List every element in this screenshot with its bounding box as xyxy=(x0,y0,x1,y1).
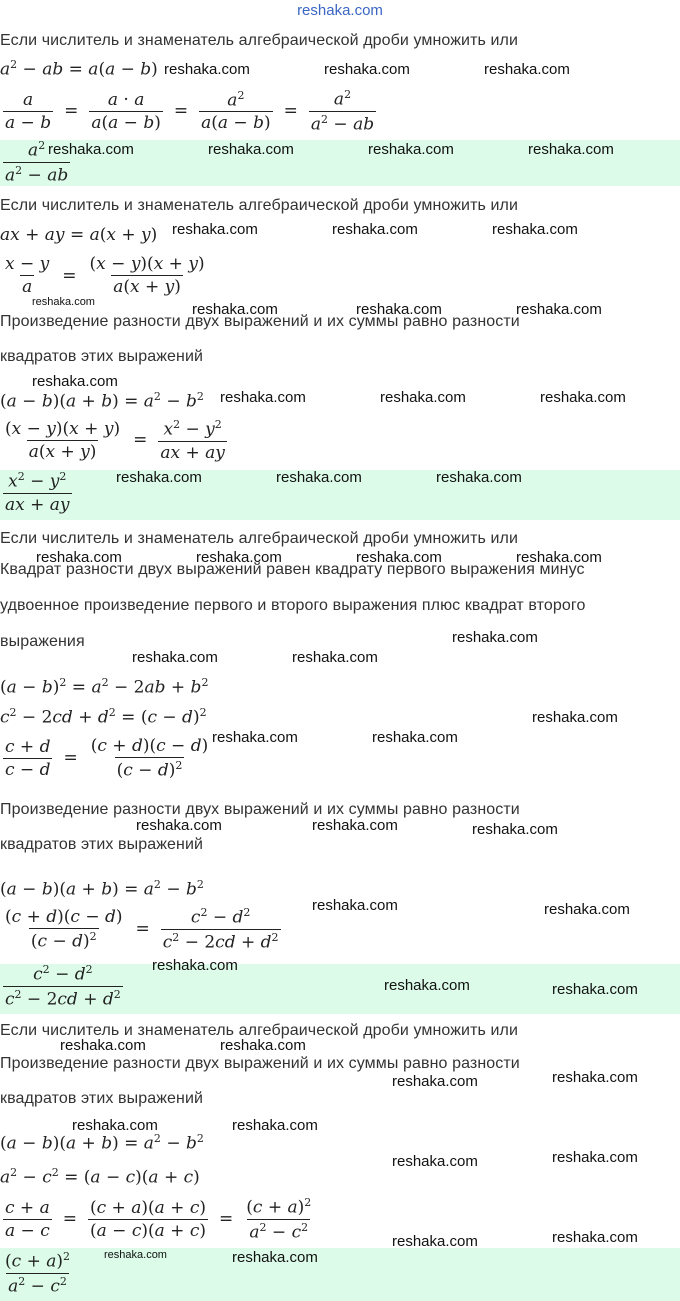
watermark: reshaka.com xyxy=(220,1037,306,1054)
watermark: reshaka.com xyxy=(32,296,95,308)
watermark: reshaka.com xyxy=(72,1117,158,1134)
formula-fraction-2: $\frac{x - y}{a}$ = $\frac{(x - y)(x + y)}{a(x + y)}$ xyxy=(5,254,205,297)
answer-4: $\frac{(c + a)^2}{a^2 - c^2}$ xyxy=(5,1250,71,1297)
watermark: reshaka.com xyxy=(324,61,410,78)
rule-text: Если числитель и знаменатель алгебраической дроби умножить или xyxy=(0,32,519,49)
formula-diff-squares: $(a - b)(a + b) = a^2 - b^2$ xyxy=(0,390,204,412)
rule-text: Произведение разности двух выражений и их суммы равно разности xyxy=(0,801,520,818)
watermark: reshaka.com xyxy=(516,549,602,566)
watermark: reshaka.com xyxy=(292,649,378,666)
watermark: reshaka.com xyxy=(516,301,602,318)
formula-diff-squares-ac: $a^2 - c^2 = (a - c)(a + c)$ xyxy=(0,1166,200,1188)
watermark: reshaka.com xyxy=(372,729,458,746)
watermark: reshaka.com xyxy=(220,389,306,406)
watermark: reshaka.com xyxy=(36,549,122,566)
watermark: reshaka.com xyxy=(528,141,614,158)
watermark: reshaka.com xyxy=(132,649,218,666)
watermark: reshaka.com xyxy=(164,61,250,78)
watermark: reshaka.com xyxy=(492,221,578,238)
watermark: reshaka.com xyxy=(32,373,118,390)
watermark: reshaka.com xyxy=(540,389,626,406)
formula-square-diff-cd: $c^2 - 2cd + d^2 = (c - d)^2$ xyxy=(0,706,207,728)
rule-text: Если числитель и знаменатель алгебраической дроби умножить или xyxy=(0,197,519,214)
formula-fraction-chain-1: $\frac{a}{a - b}$ = $\frac{a \cdot a}{a(a - b)}$ = $\frac{a^2}{a(a - b)}$ = $\frac{a^2}{a^2 - ab}$ xyxy=(5,88,375,135)
formula-diff-squares: $(a - b)(a + b) = a^2 - b^2$ xyxy=(0,1132,204,1154)
watermark: reshaka.com xyxy=(392,1233,478,1250)
watermark: reshaka.com xyxy=(552,1069,638,1086)
watermark: reshaka.com xyxy=(552,1229,638,1246)
watermark: reshaka.com xyxy=(544,901,630,918)
watermark: reshaka.com xyxy=(192,301,278,318)
watermark: reshaka.com xyxy=(136,817,222,834)
watermark: reshaka.com xyxy=(392,1073,478,1090)
answer-band-4 xyxy=(0,1248,680,1301)
watermark: reshaka.com xyxy=(172,221,258,238)
watermark: reshaka.com xyxy=(484,61,570,78)
formula-square-diff: $(a - b)^2 = a^2 - 2ab + b^2$ xyxy=(0,676,209,698)
watermark: reshaka.com xyxy=(356,549,442,566)
watermark: reshaka.com xyxy=(312,817,398,834)
formula-fraction-5: $\frac{(c + d)(c - d)}{(c - d)^2}$ = $\frac{c^2 - d^2}{c^2 - 2cd + d^2}$ xyxy=(5,906,279,953)
watermark: reshaka.com xyxy=(356,301,442,318)
rule-text: Если числитель и знаменатель алгебраической дроби умножить или xyxy=(0,1022,519,1039)
formula-fraction-3: $\frac{(x - y)(x + y)}{a(x + y)}$ = $\frac{x^2 - y^2}{ax + ay}$ xyxy=(5,418,225,463)
formula-factor-a-2: ax + ay = a(x + y) xyxy=(0,225,158,245)
formula-factor-a: $a^2$ − ab = a(a − b) xyxy=(0,58,158,80)
rule-text: удвоенное произведение первого и второго выражения плюс квадрат второго xyxy=(0,597,586,614)
watermark: reshaka.com xyxy=(384,977,470,994)
watermark: reshaka.com xyxy=(380,389,466,406)
watermark: reshaka.com xyxy=(152,957,238,974)
watermark: reshaka.com xyxy=(552,981,638,998)
formula-fraction-6: $\frac{c + a}{a - c}$ = $\frac{(c + a)(a + c)}{(a - c)(a + c)}$ = $\frac{(c + a)^2}{a^2 - c^2}$ xyxy=(5,1196,312,1243)
rule-text: Произведение разности двух выражений и их суммы равно разности xyxy=(0,1055,520,1072)
rule-text: квадратов этих выражений xyxy=(0,1090,204,1107)
answer-2: $\frac{x^2 - y^2}{ax + ay}$ xyxy=(5,470,70,515)
watermark: reshaka.com xyxy=(48,141,134,158)
answer-1: $\frac{a^2}{a^2 - ab}$ xyxy=(5,139,69,186)
watermark: reshaka.com xyxy=(332,221,418,238)
rule-text: Если числитель и знаменатель алгебраической дроби умножить или xyxy=(0,530,519,547)
formula-fraction-4: $\frac{c + d}{c - d}$ = $\frac{(c + d)(c - d)}{(c - d)^2}$ xyxy=(5,736,209,781)
watermark: reshaka.com xyxy=(232,1249,318,1266)
watermark: reshaka.com xyxy=(532,709,618,726)
watermark: reshaka.com xyxy=(472,821,558,838)
watermark: reshaka.com xyxy=(368,141,454,158)
watermark: reshaka.com xyxy=(552,1149,638,1166)
watermark: reshaka.com xyxy=(436,469,522,486)
watermark: reshaka.com xyxy=(60,1037,146,1054)
watermark: reshaka.com xyxy=(392,1153,478,1170)
rule-text: квадратов этих выражений xyxy=(0,348,204,365)
formula-diff-squares: $(a - b)(a + b) = a^2 - b^2$ xyxy=(0,878,204,900)
rule-text: Квадрат разности двух выражений равен квадрату первого выражения минус xyxy=(0,561,585,578)
rule-text: Произведение разности двух выражений и их суммы равно разности xyxy=(0,313,520,330)
watermark: reshaka.com xyxy=(104,1249,167,1261)
watermark: reshaka.com xyxy=(312,897,398,914)
watermark: reshaka.com xyxy=(276,469,362,486)
watermark: reshaka.com xyxy=(212,729,298,746)
watermark: reshaka.com xyxy=(116,469,202,486)
answer-3: $\frac{c^2 - d^2}{c^2 - 2cd + d^2}$ xyxy=(5,963,121,1010)
rule-text: квадратов этих выражений xyxy=(0,836,204,853)
watermark: reshaka.com xyxy=(452,629,538,646)
rule-text: выражения xyxy=(0,633,85,650)
watermark: reshaka.com xyxy=(208,141,294,158)
site-header-link[interactable]: reshaka.com xyxy=(297,2,383,19)
watermark: reshaka.com xyxy=(196,549,282,566)
watermark: reshaka.com xyxy=(232,1117,318,1134)
